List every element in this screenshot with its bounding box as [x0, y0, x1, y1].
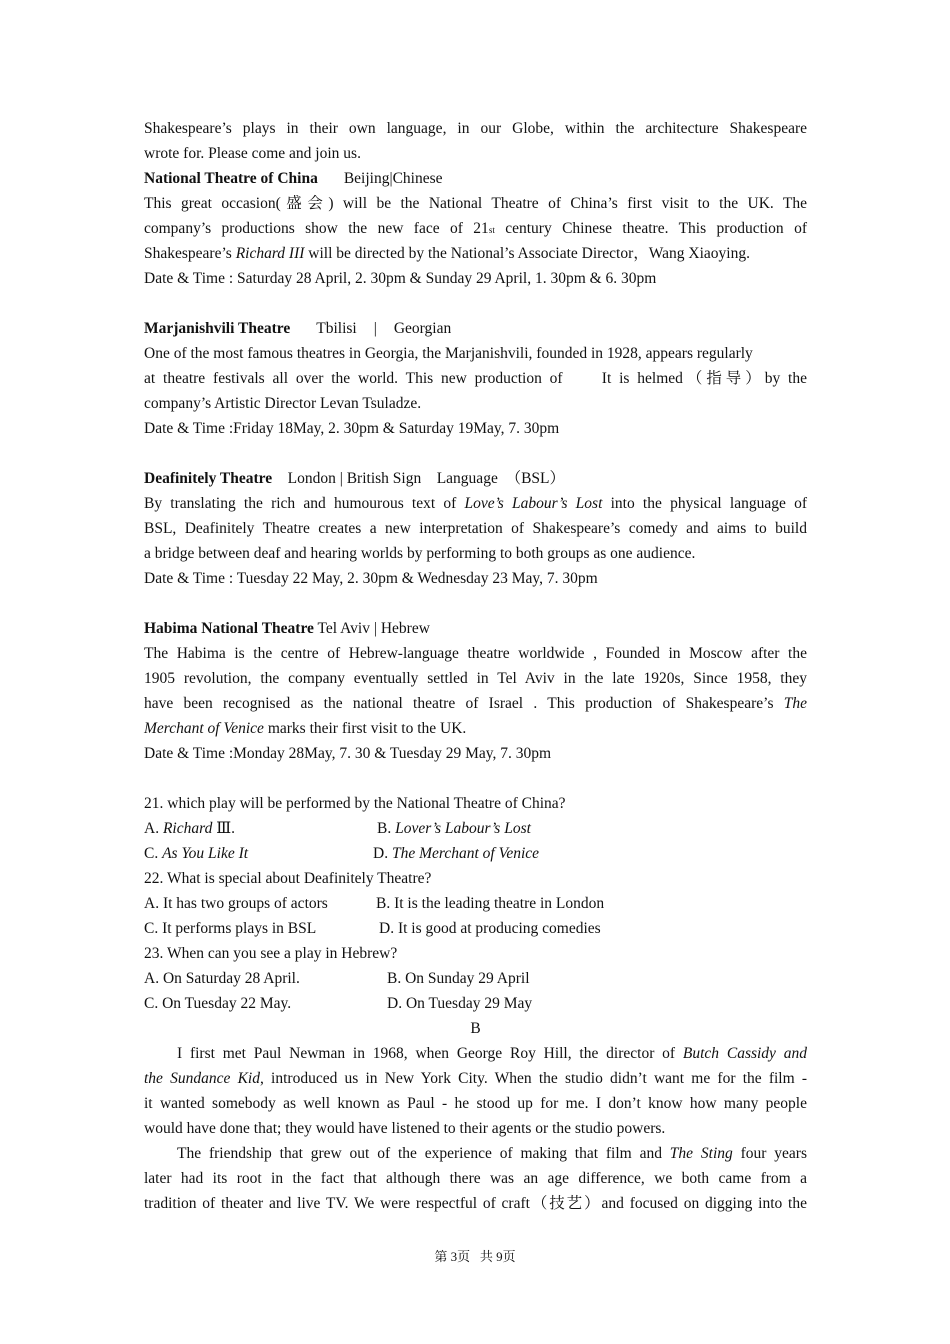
- question-23-options-ab: [144, 966, 807, 991]
- film-title: the Sundance Kid: [144, 1070, 260, 1087]
- china-line: This great occasion(盛会) will be the National Theatre of China’s first visit to the UK. The: [144, 195, 807, 212]
- option-title: Lover’s Labour’s Lost: [395, 820, 531, 837]
- option-d: [373, 845, 539, 862]
- option-a: A. On Saturday 28 April.: [144, 970, 300, 987]
- option-letter: C.: [144, 845, 163, 862]
- habima-date: Date & Time :Monday 28May, 7. 30 & Tuesday 29 May, 7. 30pm: [144, 745, 552, 762]
- theatre-location: Beijing|Chinese: [343, 170, 443, 187]
- question-22-stem: 22. What is special about Deafinitely Theatre?: [144, 870, 432, 887]
- passage-line: later had its root in the fact that although there was an age difference, we both came from a: [144, 1170, 807, 1187]
- option-c: [144, 841, 373, 866]
- deaf-date: Date & Time : Tuesday 22 May, 2. 30pm & Wednesday 23 May, 7. 30pm: [144, 570, 598, 587]
- theatre-location: London | British Sign Language （BSL）: [287, 470, 565, 487]
- option-title: As You Like It: [162, 845, 249, 862]
- passage-line: [144, 1066, 807, 1091]
- section-b-heading: B: [470, 1020, 481, 1037]
- theatre-city: Tbilisi: [316, 320, 357, 337]
- spacer: [144, 441, 807, 466]
- play-title: The: [783, 695, 807, 712]
- text-run: four years: [732, 1145, 807, 1162]
- question-21-stem: 21. which play will be performed by the National Theatre of China?: [144, 795, 566, 812]
- theatre-name: Habima National Theatre: [144, 620, 314, 637]
- china-date: Date & Time : Saturday 28 April, 2. 30pm & Sunday 29 April, 1. 30pm & 6. 30pm: [144, 270, 657, 287]
- deaf-line: BSL, Deafinitely Theatre creates a new interpretation of Shakespeare’s comedy and aims to build: [144, 520, 807, 537]
- text-run: century Chinese theatre. This production of: [494, 220, 807, 237]
- marj-line: company’s Artistic Director Levan Tsuladze.: [144, 395, 422, 412]
- habima-heading: [144, 616, 807, 641]
- habima-line: [144, 691, 807, 716]
- option-title: The Merchant of Venice: [391, 845, 540, 862]
- text-run: Shakespeare’s: [144, 245, 236, 262]
- text-run: By translating the rich and humourous text of: [144, 495, 465, 512]
- option-b: B. On Sunday 29 April: [387, 970, 530, 987]
- theatre-language: Georgian: [393, 320, 452, 337]
- spacer: [144, 591, 807, 616]
- deaf-heading: [144, 466, 807, 491]
- question-21-options-ab: [144, 816, 807, 841]
- theatre-location: Tel Aviv | Hebrew: [317, 620, 430, 637]
- text-run: I first met Paul Newman in 1968, when George Roy Hill, the director of: [177, 1045, 683, 1062]
- question-21-options-cd: [144, 841, 807, 866]
- china-line: [144, 241, 807, 266]
- question-23-options-cd: [144, 991, 807, 1016]
- separator: |: [373, 320, 377, 337]
- option-d: D. On Tuesday 29 May: [387, 995, 533, 1012]
- marj-heading: [144, 316, 807, 341]
- habima-line: 1905 revolution, the company eventually settled in Tel Aviv in the late 1920s, Since 1958, they: [144, 670, 807, 687]
- option-d: D. It is good at producing comedies: [379, 920, 601, 937]
- page-content: [144, 116, 807, 1216]
- option-letter: D.: [373, 845, 392, 862]
- play-title: Merchant of Venice: [144, 720, 264, 737]
- option-suffix: Ⅲ.: [212, 820, 236, 837]
- habima-line: [144, 716, 807, 741]
- option-letter: A.: [144, 820, 163, 837]
- question-22-options-ab: [144, 891, 807, 916]
- marj-line: at theatre festivals all over the world. This new production of It is helmed（指导）by the: [144, 370, 807, 387]
- option-c: C. On Tuesday 22 May.: [144, 995, 292, 1012]
- text-run: into the physical language of: [602, 495, 807, 512]
- text-run: , introduced us in New York City. When the studio didn’t want me for the film -: [259, 1070, 808, 1087]
- theatre-name: Marjanishvili Theatre: [144, 320, 291, 337]
- deaf-line: [144, 491, 807, 516]
- option-letter: B.: [377, 820, 396, 837]
- passage-line: tradition of theater and live TV. We were respectful of craft（技艺）and focused on digging into the: [144, 1195, 807, 1212]
- superscript: st: [488, 225, 495, 235]
- film-title: Butch Cassidy and: [682, 1045, 807, 1062]
- option-title: Richard: [162, 820, 213, 837]
- deaf-line: a bridge between deaf and hearing worlds by performing to both groups as one audience.: [144, 545, 696, 562]
- text-run: The friendship that grew out of the experience of making that film and: [177, 1145, 670, 1162]
- option-b: [377, 820, 531, 837]
- question-22-options-cd: [144, 916, 807, 941]
- theatre-name: National Theatre of China: [144, 170, 318, 187]
- marj-date: Date & Time :Friday 18May, 2. 30pm & Saturday 19May, 7. 30pm: [144, 420, 560, 437]
- question-23-stem: 23. When can you see a play in Hebrew?: [144, 945, 398, 962]
- option-c: C. It performs plays in BSL: [144, 920, 317, 937]
- passage-line: [144, 1041, 807, 1066]
- intro-line: wrote for. Please come and join us.: [144, 145, 361, 162]
- text-run: company’s productions show the new face of 21: [144, 220, 489, 237]
- play-title: Richard III: [235, 245, 305, 262]
- theatre-name: Deafinitely Theatre: [144, 470, 273, 487]
- text-run: will be directed by the National’s Associate Director，Wang Xiaoying.: [304, 245, 750, 262]
- text-run: marks their first visit to the UK.: [263, 720, 467, 737]
- passage-line: would have done that; they would have listened to their agents or the studio powers.: [144, 1120, 666, 1137]
- habima-line: The Habima is the centre of Hebrew-language theatre worldwide , Founded in Moscow after the: [144, 645, 807, 662]
- page-footer: 第 3页 共 9页: [434, 1249, 516, 1264]
- text-run: have been recognised as the national theatre of Israel . This production of Shakespeare’s: [144, 695, 784, 712]
- china-line: [144, 216, 807, 241]
- intro-line: Shakespeare’s plays in their own language, in our Globe, within the architecture Shakespeare: [144, 120, 807, 137]
- option-b: B. It is the leading theatre in London: [376, 895, 605, 912]
- china-heading: [144, 166, 807, 191]
- passage-line: [144, 1141, 807, 1166]
- passage-line: it wanted somebody as well known as Paul - he stood up for me. I don’t know how many people: [144, 1095, 807, 1112]
- film-title: The Sting: [669, 1145, 733, 1162]
- spacer: [144, 766, 807, 791]
- spacer: [144, 291, 807, 316]
- play-title: Love’s Labour’s Lost: [464, 495, 603, 512]
- option-a: A. It has two groups of actors: [144, 895, 328, 912]
- option-a: [144, 816, 377, 841]
- marj-line: One of the most famous theatres in Georgia, the Marjanishvili, founded in 1928, appears regularly: [144, 345, 753, 362]
